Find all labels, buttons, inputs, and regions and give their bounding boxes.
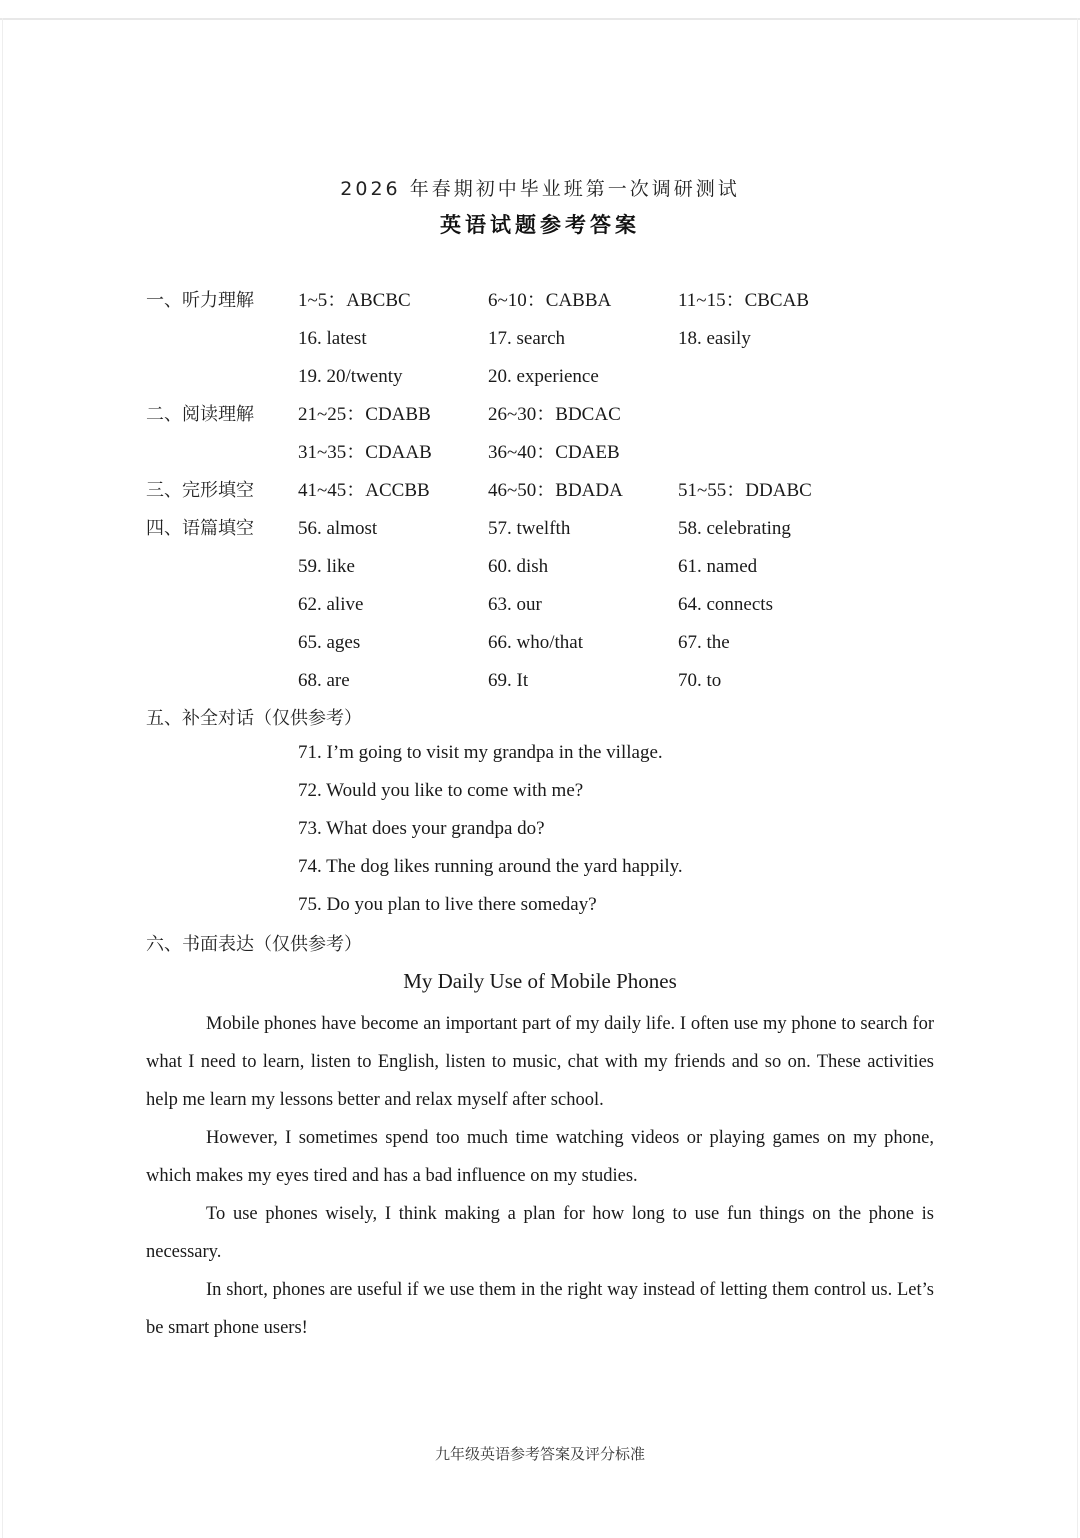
document-subtitle: 英语试题参考答案 [440, 213, 640, 237]
answer-cell: 16. latest [298, 328, 367, 349]
answer-cell: 18. easily [678, 328, 751, 349]
answer-cell: 56. almost [298, 518, 378, 539]
reading-row [0, 438, 1080, 468]
answer-cell: 20. experience [488, 366, 599, 387]
page-left-border [2, 18, 3, 1538]
grammar-fill-row [0, 552, 1080, 582]
listening-row [0, 362, 1080, 392]
answer-cell: 66. who/that [488, 632, 583, 653]
section-label-listening: 一、听力理解 [146, 290, 254, 311]
writing-header-row [0, 930, 1080, 960]
answer-cell: 51~55：DDABC [678, 480, 812, 501]
section-label-cloze: 三、完形填空 [146, 480, 254, 501]
grammar-fill-row [0, 628, 1080, 658]
listening-row [0, 286, 1080, 316]
page-footer: 九年级英语参考答案及评分标准 [434, 1445, 645, 1463]
answer-cell: 6~10：CABBA [488, 290, 612, 311]
essay-title: My Daily Use of Mobile Phones [403, 969, 677, 993]
essay-paragraph: However, I sometimes spend too much time watching videos or playing games on my phone, which makes my eyes tired and has a bad influence on my studies. [146, 1128, 934, 1186]
answer-cell: 46~50：BDADA [488, 480, 623, 501]
section-label-writing: 六、书面表达（仅供参考） [146, 934, 362, 955]
dialogue-header-row [0, 704, 1080, 734]
essay-paragraph: Mobile phones have become an important part of my daily life. I often use my phone to search for what I need to learn, listen to English, listen to music, chat with my friends and so on. These activities help me learn my lessons better and relax myself after school. [146, 1014, 934, 1110]
answer-cell: 11~15：CBCAB [678, 290, 809, 311]
answer-cell: 68. are [298, 670, 350, 691]
page-top-border [0, 18, 1080, 20]
section-label-grammar-fill: 四、语篇填空 [146, 518, 254, 539]
answer-cell: 69. It [488, 670, 529, 691]
dialogue-answer: 72. Would you like to come with me? [298, 780, 584, 801]
answer-cell: 57. twelfth [488, 518, 571, 539]
answer-cell: 21~25：CDABB [298, 404, 431, 425]
answer-cell: 1~5：ABCBC [298, 290, 411, 311]
answer-cell: 61. named [678, 556, 758, 577]
answer-cell: 41~45：ACCBB [298, 480, 430, 501]
document-title: 2026 年春期初中毕业班第一次调研测试 [340, 178, 740, 200]
answer-cell: 62. alive [298, 594, 364, 615]
cloze-row [0, 476, 1080, 506]
dialogue-answer: 74. The dog likes running around the yard happily. [298, 856, 683, 877]
grammar-fill-row [0, 514, 1080, 544]
answer-cell: 63. our [488, 594, 542, 615]
dialogue-answer: 75. Do you plan to live there someday? [298, 894, 597, 915]
answer-cell: 70. to [678, 670, 722, 691]
dialogue-answer: 73. What does your grandpa do? [298, 818, 545, 839]
essay-paragraph: In short, phones are useful if we use them in the right way instead of letting them control us. Let’s be smart phone users! [146, 1280, 934, 1338]
listening-row [0, 324, 1080, 354]
answer-cell: 19. 20/twenty [298, 366, 403, 387]
answer-cell: 64. connects [678, 594, 773, 615]
answer-cell: 59. like [298, 556, 355, 577]
answer-cell: 26~30：BDCAC [488, 404, 621, 425]
answer-cell: 65. ages [298, 632, 361, 653]
dialogue-answer: 71. I’m going to visit my grandpa in the village. [298, 742, 663, 763]
answer-cell: 36~40：CDAEB [488, 442, 620, 463]
essay-body [146, 1005, 934, 1347]
grammar-fill-row [0, 590, 1080, 620]
answer-cell: 31~35：CDAAB [298, 442, 432, 463]
page-right-border [1077, 18, 1078, 1538]
section-label-dialogue: 五、补全对话（仅供参考） [146, 708, 362, 729]
section-label-reading: 二、阅读理解 [146, 404, 254, 425]
answer-cell: 17. search [488, 328, 566, 349]
answer-cell: 67. the [678, 632, 730, 653]
grammar-fill-row [0, 666, 1080, 696]
answer-cell: 58. celebrating [678, 518, 791, 539]
essay-paragraph: To use phones wisely, I think making a plan for how long to use fun things on the phone is necessary. [146, 1204, 934, 1262]
answer-cell: 60. dish [488, 556, 549, 577]
reading-row [0, 400, 1080, 430]
